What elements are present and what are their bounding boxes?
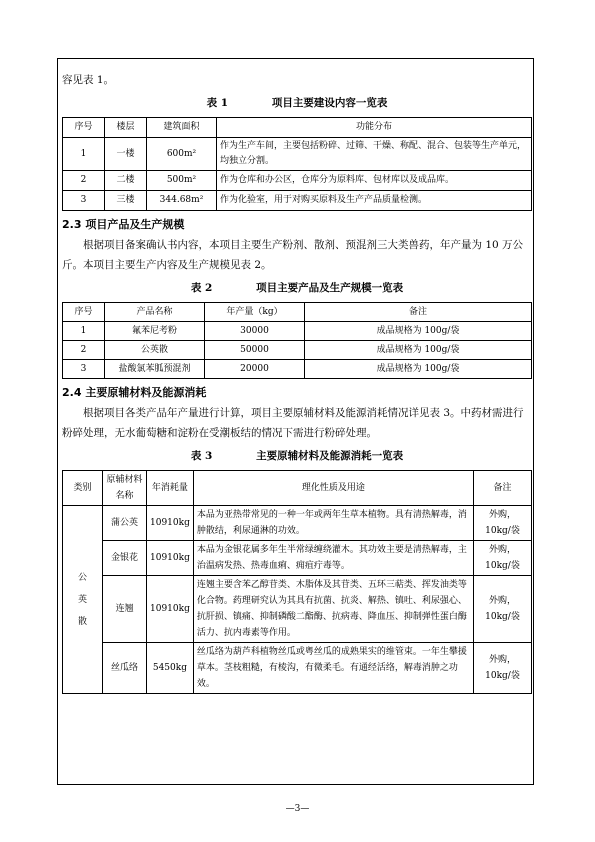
table-row	[63, 506, 532, 541]
table-cell: 丝瓜络	[103, 643, 147, 694]
table-row	[63, 541, 532, 576]
table-cell: 氟苯尼考粉	[105, 322, 205, 341]
table-cell: 连翘	[103, 576, 147, 643]
table2	[62, 302, 532, 379]
table-cell: 500m²	[147, 171, 217, 191]
table-cell: 一楼	[105, 138, 147, 171]
table-header: 功能分布	[217, 118, 532, 138]
table-cell: 外购，10kg/袋	[474, 643, 532, 694]
table-row	[63, 643, 532, 694]
table-cell: 3	[63, 191, 105, 211]
table-row	[63, 341, 532, 360]
table-cell: 10910kg	[147, 541, 194, 576]
table-cell: 1	[63, 322, 105, 341]
table-cell: 30000	[205, 322, 305, 341]
table-header: 建筑面积	[147, 118, 217, 138]
table-cell: 金银花	[103, 541, 147, 576]
table-cell: 蒲公英	[103, 506, 147, 541]
intro-text: 容见表 1。	[62, 74, 115, 86]
table-cell: 连翘主要含苯乙醇苷类、木脂体及其苷类、五环三萜类、挥发油类等化合物。药理研究认为其具有抗菌、抗炎、解热、镇吐、利尿强心、抗肝损、镇痛、抑制磷酸二酯酶、抗病毒、降血压、抑制弹性蛋白酶活力、抗内毒素等作用。	[193, 576, 473, 643]
table-cell: 10910kg	[147, 576, 194, 643]
table-cell: 本品为亚热带常见的一种一年或两年生草本植物。具有清热解毒，消肿散结，利尿通淋的功效。	[193, 506, 473, 541]
table-cell: 600m²	[147, 138, 217, 171]
table-cell: 公英散	[105, 341, 205, 360]
section-2-3-paragraph: 根据项目备案确认书内容，本项目主要生产粉剂、散剂、预混剂三大类兽药，年产量为 10 万公斤。本项目主要生产内容及生产规模见表 2。	[62, 239, 524, 271]
table-header: 序号	[63, 118, 105, 138]
table-row	[63, 322, 532, 341]
section-heading-2-3: 2.3 项目产品及生产规模	[62, 218, 185, 231]
table-cell: 成品规格为 100g/袋	[305, 360, 532, 379]
table3-caption: 表 3 主要原辅材料及能源消耗一览表	[190, 450, 404, 462]
category-label: 公英散	[77, 572, 87, 627]
table-cell: 丝瓜络为葫芦科植物丝瓜或粤丝瓜的成熟果实的维管束。一年生攀援草本。茎枝粗糙，有棱沟，有微柔毛。有通经活络，解毒消肿之功效。	[193, 643, 473, 694]
table-header: 原辅材料名称	[103, 471, 147, 506]
table-cell: 344.68m²	[147, 191, 217, 211]
table3	[62, 470, 532, 694]
table-cell: 10910kg	[147, 506, 194, 541]
table-header: 年消耗量	[147, 471, 194, 506]
document-body	[62, 70, 532, 694]
table-header: 类别	[63, 471, 103, 506]
table-row	[63, 171, 532, 191]
table-cell: 成品规格为 100g/袋	[305, 341, 532, 360]
table-header: 理化性质及用途	[193, 471, 473, 506]
table-cell: 作为生产车间，主要包括粉碎、过筛、干燥、称配、混合、包装等生产单元，均独立分割。	[217, 138, 532, 171]
table-cell: 盐酸氯苯胍预混剂	[105, 360, 205, 379]
table-header-row	[63, 471, 532, 506]
table-cell: 50000	[205, 341, 305, 360]
table-header-row	[63, 118, 532, 138]
table-header: 序号	[63, 303, 105, 322]
table-cell: 外购，10kg/袋	[474, 541, 532, 576]
table2-caption: 表 2 项目主要产品及生产规模一览表	[190, 282, 404, 294]
table-row	[63, 138, 532, 171]
page-number: —3—	[285, 804, 310, 814]
table-cell: 3	[63, 360, 105, 379]
table-cell: 外购，10kg/袋	[474, 506, 532, 541]
table-cell: 成品规格为 100g/袋	[305, 322, 532, 341]
table-cell: 2	[63, 341, 105, 360]
table-cell: 5450kg	[147, 643, 194, 694]
table-cell: 外购，10kg/袋	[474, 576, 532, 643]
table-cell: 作为化验室，用于对购买原料及生产产品质量检测。	[217, 191, 532, 211]
table1-caption: 表 1 项目主要建设内容一览表	[206, 97, 388, 109]
table-header: 备注	[305, 303, 532, 322]
table-cell: 二楼	[105, 171, 147, 191]
category-cell	[63, 506, 103, 694]
table-cell: 作为仓库和办公区，仓库分为原料库、包材库以及成品库。	[217, 171, 532, 191]
table-row	[63, 191, 532, 211]
table-header: 楼层	[105, 118, 147, 138]
table-header: 备注	[474, 471, 532, 506]
table-cell: 1	[63, 138, 105, 171]
section-heading-2-4: 2.4 主要原辅材料及能源消耗	[62, 386, 207, 399]
table-row	[63, 576, 532, 643]
table-header: 年产量（kg）	[205, 303, 305, 322]
table-cell: 三楼	[105, 191, 147, 211]
table-row	[63, 360, 532, 379]
table1	[62, 117, 532, 211]
table-cell: 本品为金银花属多年生半常绿缠绕灌木。其功效主要是清热解毒，主治温病发热、热毒血痢、痈疽疔毒等。	[193, 541, 473, 576]
table-header: 产品名称	[105, 303, 205, 322]
table-cell: 20000	[205, 360, 305, 379]
section-2-4-paragraph: 根据项目各类产品年产量进行计算，项目主要原辅材料及能源消耗情况详见表 3。中药材需进行粉碎处理，无水葡萄糖和淀粉在受潮板结的情况下需进行粉碎处理。	[62, 407, 524, 439]
table-header-row	[63, 303, 532, 322]
table-cell: 2	[63, 171, 105, 191]
